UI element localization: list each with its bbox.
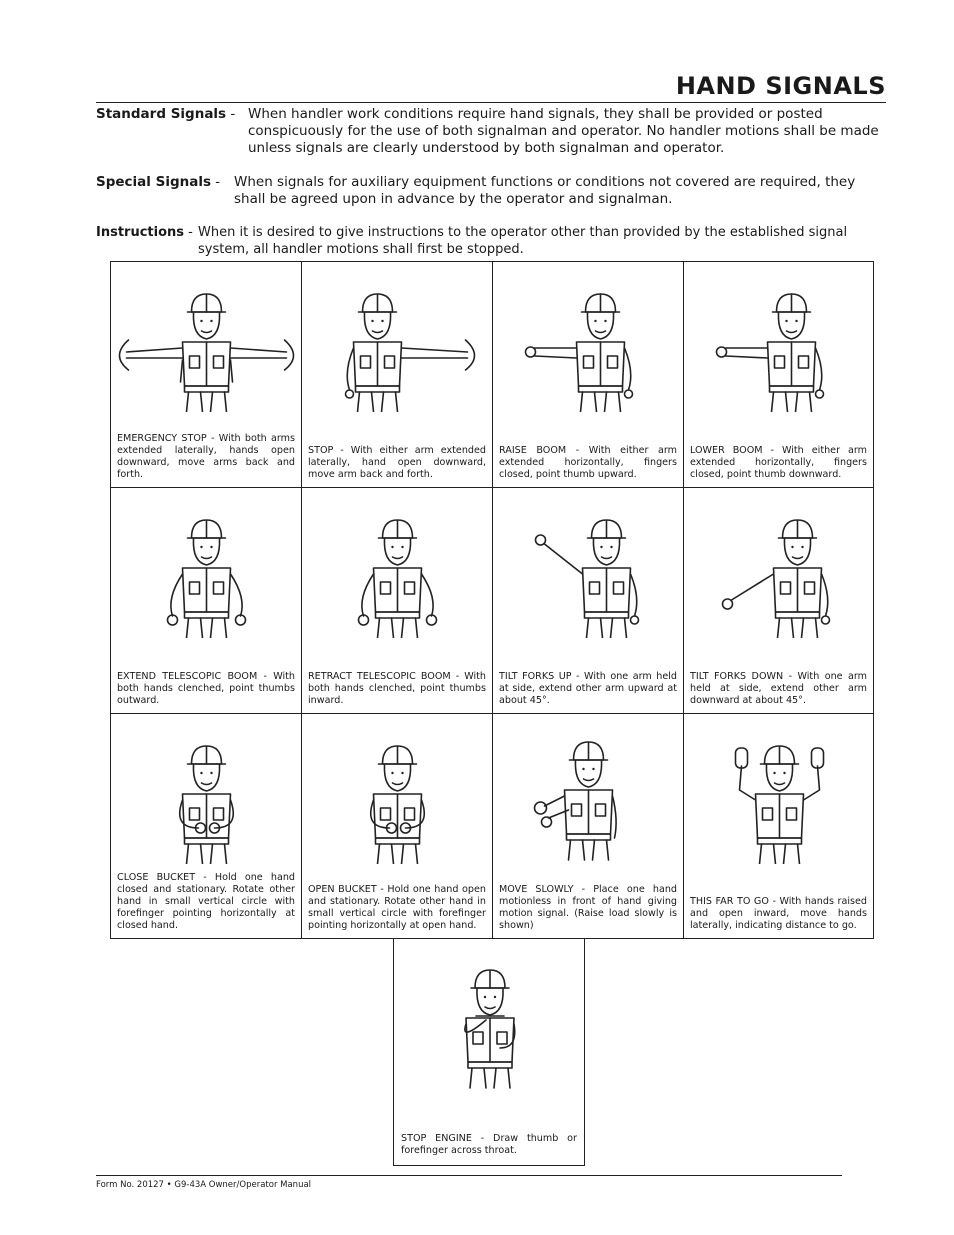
signal-cell	[302, 488, 493, 714]
signal-illustration	[684, 488, 875, 638]
special-signals-label: Special Signals	[96, 174, 212, 190]
signal-illustration	[684, 714, 875, 864]
separator: -	[211, 174, 221, 190]
special-signals-text: When signals for auxiliary equipment functions or conditions not covered are required, they shall be agreed upon in advance by the operator and signalman.	[234, 174, 856, 207]
signal-illustration	[493, 488, 684, 638]
signal-illustration	[684, 262, 875, 412]
signal-cell	[111, 488, 302, 714]
signal-caption: STOP ENGINE - Draw thumb or forefinger across throat.	[401, 1133, 577, 1156]
footer-rule	[96, 1175, 842, 1176]
signal-caption: OPEN BUCKET - Hold one hand open and stationary. Rotate other hand in small vertical circle with forefinger pointing horizontally at open hand.	[308, 884, 486, 931]
signal-illustration	[493, 714, 684, 864]
signal-cell	[111, 262, 302, 488]
signal-illustration	[111, 262, 302, 412]
signal-illustration	[493, 262, 684, 412]
signal-cell	[684, 262, 873, 488]
page-title: HAND SIGNALS	[675, 72, 886, 100]
signal-caption: MOVE SLOWLY - Place one hand motionless in front of hand giving motion signal. (Raise load slowly is shown)	[499, 884, 677, 931]
signal-caption: CLOSE BUCKET - Hold one hand closed and stationary. Rotate other hand in small vertical circle with forefinger pointing horizontally at closed hand.	[117, 872, 295, 931]
separator: -	[226, 106, 236, 122]
signal-caption: THIS FAR TO GO - With hands raised and open inward, move hands laterally, indicating distance to go.	[690, 896, 867, 931]
signal-caption: RETRACT TELESCOPIC BOOM - With both hands clenched, point thumbs inward.	[308, 671, 486, 706]
signal-caption: EXTEND TELESCOPIC BOOM - With both hands clenched, point thumbs outward.	[117, 671, 295, 706]
title-rule	[96, 102, 886, 103]
signal-illustration	[302, 714, 493, 864]
standard-signals-label: Standard Signals	[96, 106, 227, 122]
standard-signals-paragraph	[96, 106, 886, 156]
separator: -	[184, 225, 193, 240]
signal-cell-stop-engine	[393, 938, 585, 1166]
signal-cell	[302, 262, 493, 488]
signal-caption: TILT FORKS UP - With one arm held at side, extend other arm upward at about 45°.	[499, 671, 677, 706]
signal-cell	[493, 262, 684, 488]
special-signals-paragraph	[96, 174, 886, 207]
signal-caption: LOWER BOOM - With either arm extended horizontally, fingers closed, point thumb downward.	[690, 445, 867, 480]
signal-illustration	[111, 488, 302, 638]
instructions-text: When it is desired to give instructions to the operator other than provided by the established signal system, all handler motions shall first be stopped.	[198, 225, 848, 257]
signal-cell	[684, 714, 873, 938]
signal-cell	[684, 488, 873, 714]
signal-cell	[302, 714, 493, 938]
signal-caption: TILT FORKS DOWN - With one arm held at side, extend other arm downward at about 45°.	[690, 671, 867, 706]
signal-illustration	[302, 262, 493, 412]
standard-signals-text: When handler work conditions require hand signals, they shall be provided or posted conspicuously for the use of both signalman and operator. No handler motions shall be made unless signals are clearly understood by both signalman and operator.	[248, 106, 879, 156]
signal-caption: EMERGENCY STOP - With both arms extended laterally, hands open downward, move arms back and forth.	[117, 433, 295, 480]
signal-caption: STOP - With either arm extended laterally, hand open downward, move arm back and forth.	[308, 445, 486, 480]
page-footer: Form No. 20127 • G9-43A Owner/Operator Manual	[96, 1180, 312, 1190]
signal-cell	[111, 714, 302, 938]
signal-illustration	[111, 714, 302, 864]
signal-illustration	[394, 938, 586, 1098]
signal-grid	[110, 261, 874, 939]
signal-cell	[493, 714, 684, 938]
signal-caption: RAISE BOOM - With either arm extended horizontally, fingers closed, point thumb upward.	[499, 445, 677, 480]
signal-illustration	[302, 488, 493, 638]
instructions-paragraph	[96, 224, 886, 257]
instructions-label: Instructions	[96, 225, 185, 240]
signal-cell	[493, 488, 684, 714]
